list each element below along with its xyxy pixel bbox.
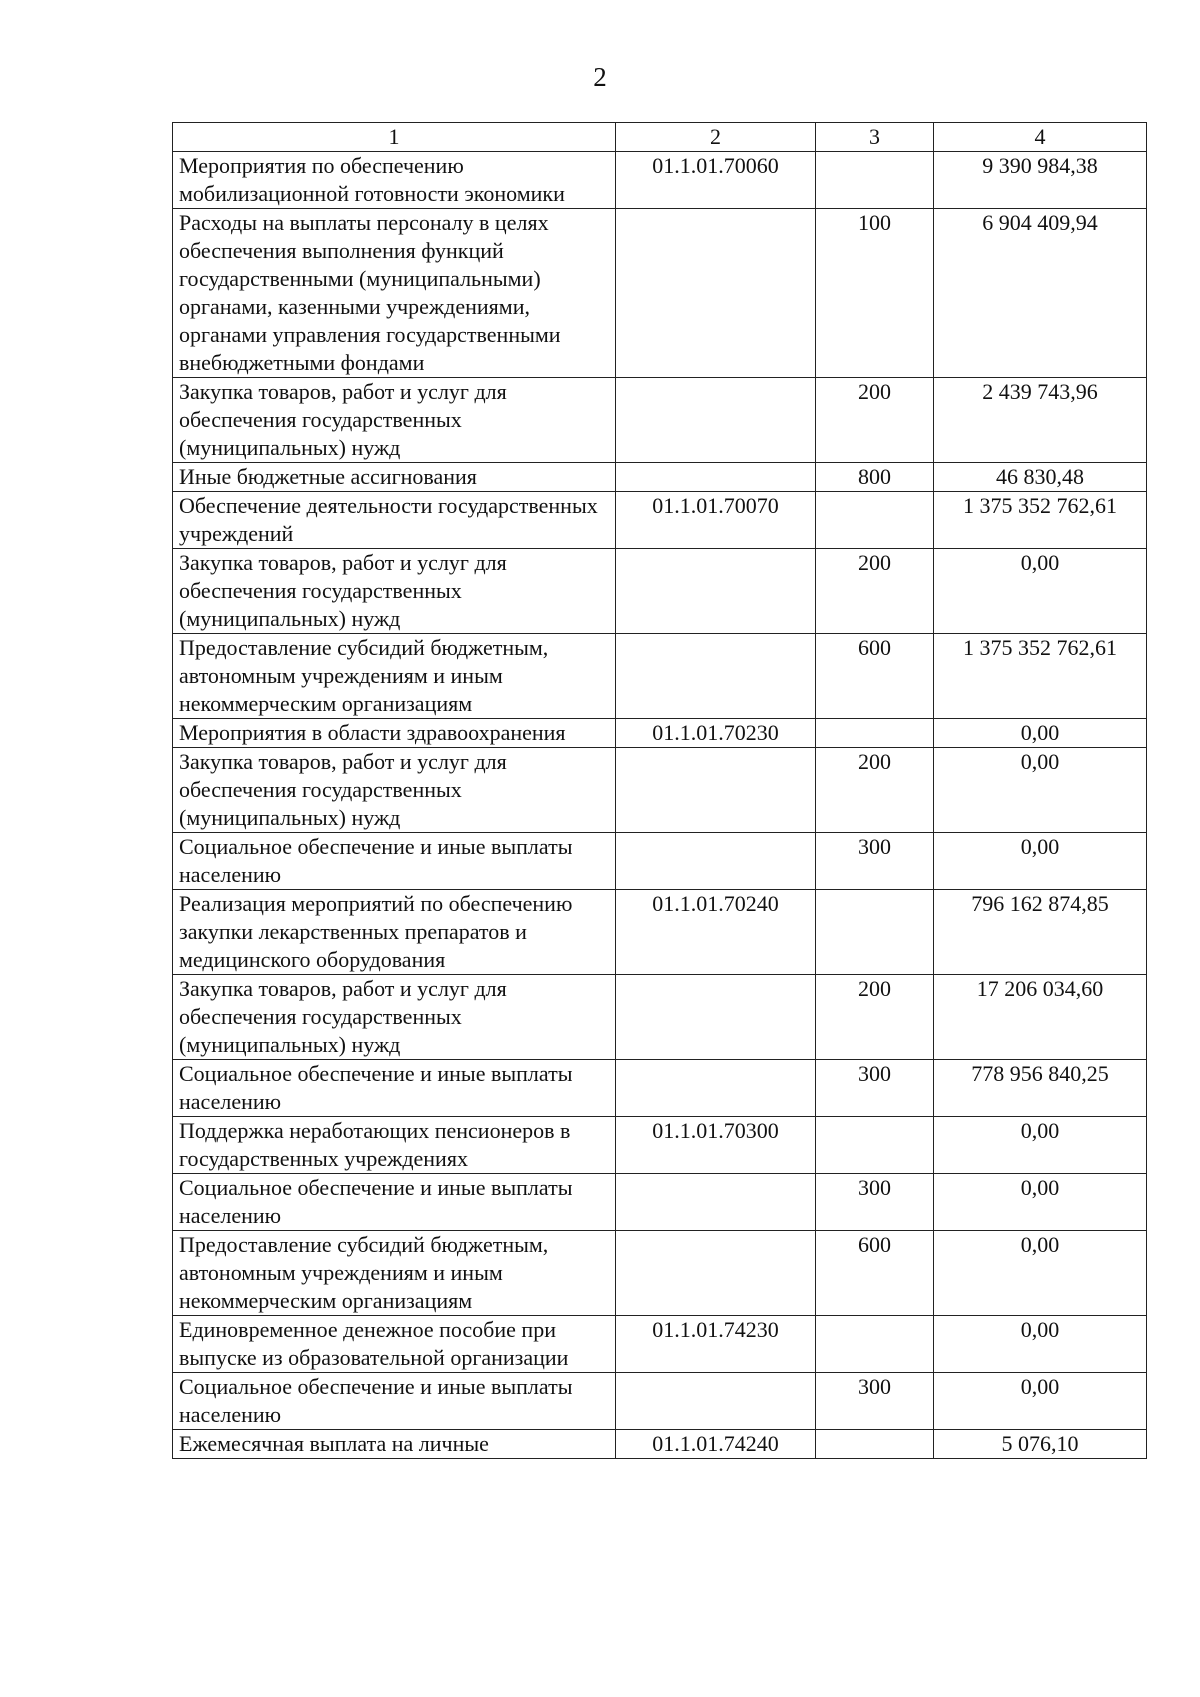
table-row — [173, 634, 1147, 719]
header-cell-type: 3 — [816, 123, 934, 152]
row-code — [616, 209, 816, 378]
row-name: Закупка товаров, работ и услуг для обеспечения государственных (муниципальных) нужд — [173, 378, 616, 463]
table-row — [173, 463, 1147, 492]
row-name: Закупка товаров, работ и услуг для обеспечения государственных (муниципальных) нужд — [173, 748, 616, 833]
table-row — [173, 975, 1147, 1060]
row-type — [816, 1316, 934, 1373]
table-row — [173, 492, 1147, 549]
row-sum: 0,00 — [934, 833, 1147, 890]
row-code — [616, 1174, 816, 1231]
row-sum: 17 206 034,60 — [934, 975, 1147, 1060]
row-code — [616, 833, 816, 890]
row-name: Обеспечение деятельности государственных учреждений — [173, 492, 616, 549]
row-type — [816, 1117, 934, 1174]
row-sum: 796 162 874,85 — [934, 890, 1147, 975]
row-sum: 1 375 352 762,61 — [934, 492, 1147, 549]
row-type: 200 — [816, 549, 934, 634]
row-type: 600 — [816, 634, 934, 719]
row-type — [816, 492, 934, 549]
table-row — [173, 1316, 1147, 1373]
header-cell-code: 2 — [616, 123, 816, 152]
row-code: 01.1.01.70230 — [616, 719, 816, 748]
row-sum: 778 956 840,25 — [934, 1060, 1147, 1117]
row-type — [816, 719, 934, 748]
page-number: 2 — [593, 62, 607, 92]
row-name: Социальное обеспечение и иные выплаты населению — [173, 833, 616, 890]
row-sum: 5 076,10 — [934, 1430, 1147, 1459]
row-type — [816, 152, 934, 209]
row-type: 800 — [816, 463, 934, 492]
table-row — [173, 748, 1147, 833]
table-row — [173, 378, 1147, 463]
row-name: Предоставление субсидий бюджетным, автономным учреждениям и иным некоммерческим организациям — [173, 634, 616, 719]
row-type — [816, 1430, 934, 1459]
row-type: 100 — [816, 209, 934, 378]
row-type: 200 — [816, 748, 934, 833]
row-code: 01.1.01.74240 — [616, 1430, 816, 1459]
table-row — [173, 1117, 1147, 1174]
row-type: 300 — [816, 1060, 934, 1117]
row-name: Закупка товаров, работ и услуг для обеспечения государственных (муниципальных) нужд — [173, 549, 616, 634]
row-type: 200 — [816, 378, 934, 463]
row-type: 300 — [816, 1174, 934, 1231]
row-code: 01.1.01.70070 — [616, 492, 816, 549]
budget-table — [172, 122, 1147, 1459]
row-type: 600 — [816, 1231, 934, 1316]
row-name: Расходы на выплаты персоналу в целях обеспечения выполнения функций государственными (муниципальными) органами, казенными учреждениями, органами управления государственными внебюджетными фондами — [173, 209, 616, 378]
table-row — [173, 833, 1147, 890]
table-row — [173, 1174, 1147, 1231]
row-type: 200 — [816, 975, 934, 1060]
table-body — [173, 152, 1147, 1459]
row-sum: 46 830,48 — [934, 463, 1147, 492]
table-row — [173, 1231, 1147, 1316]
row-type: 300 — [816, 1373, 934, 1430]
row-code — [616, 975, 816, 1060]
row-sum: 9 390 984,38 — [934, 152, 1147, 209]
row-name: Реализация мероприятий по обеспечению закупки лекарственных препаратов и медицинского оборудования — [173, 890, 616, 975]
row-sum: 0,00 — [934, 1373, 1147, 1430]
row-code — [616, 1373, 816, 1430]
row-code — [616, 549, 816, 634]
table-row — [173, 890, 1147, 975]
row-code — [616, 1060, 816, 1117]
row-sum: 0,00 — [934, 1117, 1147, 1174]
row-sum: 1 375 352 762,61 — [934, 634, 1147, 719]
table-row — [173, 1060, 1147, 1117]
row-name: Социальное обеспечение и иные выплаты населению — [173, 1060, 616, 1117]
row-name: Социальное обеспечение и иные выплаты населению — [173, 1174, 616, 1231]
table-row — [173, 1430, 1147, 1459]
row-code — [616, 378, 816, 463]
row-code: 01.1.01.70060 — [616, 152, 816, 209]
row-sum: 2 439 743,96 — [934, 378, 1147, 463]
row-sum: 0,00 — [934, 1174, 1147, 1231]
row-sum: 0,00 — [934, 1316, 1147, 1373]
row-sum: 0,00 — [934, 748, 1147, 833]
row-name: Социальное обеспечение и иные выплаты населению — [173, 1373, 616, 1430]
row-sum: 6 904 409,94 — [934, 209, 1147, 378]
row-code: 01.1.01.70240 — [616, 890, 816, 975]
row-type — [816, 890, 934, 975]
row-name: Единовременное денежное пособие при выпуске из образовательной организации — [173, 1316, 616, 1373]
row-code: 01.1.01.74230 — [616, 1316, 816, 1373]
row-code — [616, 748, 816, 833]
row-name: Мероприятия по обеспечению мобилизационной готовности экономики — [173, 152, 616, 209]
table-row — [173, 152, 1147, 209]
row-name: Поддержка неработающих пенсионеров в государственных учреждениях — [173, 1117, 616, 1174]
row-name: Мероприятия в области здравоохранения — [173, 719, 616, 748]
table-row — [173, 209, 1147, 378]
row-sum: 0,00 — [934, 719, 1147, 748]
row-code: 01.1.01.70300 — [616, 1117, 816, 1174]
row-code — [616, 634, 816, 719]
row-name: Иные бюджетные ассигнования — [173, 463, 616, 492]
table-row — [173, 719, 1147, 748]
row-name: Ежемесячная выплата на личные — [173, 1430, 616, 1459]
header-cell-sum: 4 — [934, 123, 1147, 152]
row-name: Закупка товаров, работ и услуг для обеспечения государственных (муниципальных) нужд — [173, 975, 616, 1060]
table-row — [173, 1373, 1147, 1430]
table-row — [173, 549, 1147, 634]
header-row — [173, 123, 1147, 152]
row-code — [616, 463, 816, 492]
row-name: Предоставление субсидий бюджетным, автономным учреждениям и иным некоммерческим организациям — [173, 1231, 616, 1316]
row-sum: 0,00 — [934, 549, 1147, 634]
row-type: 300 — [816, 833, 934, 890]
row-sum: 0,00 — [934, 1231, 1147, 1316]
header-cell-name: 1 — [173, 123, 616, 152]
row-code — [616, 1231, 816, 1316]
